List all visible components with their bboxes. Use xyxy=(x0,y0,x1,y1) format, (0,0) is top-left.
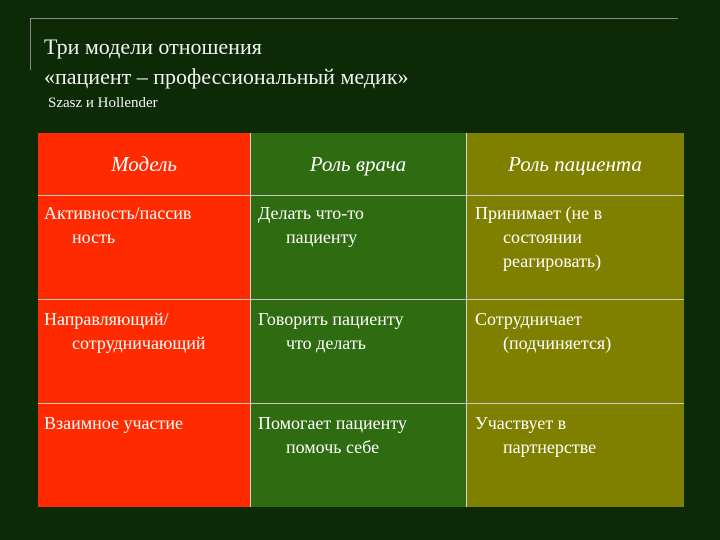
subtitle: Szasz и Hollender xyxy=(48,95,158,111)
header-patient-role: Роль пациента xyxy=(508,152,642,176)
table-cell-model: Активность/пассив ность xyxy=(44,203,192,247)
row-divider xyxy=(38,195,684,196)
left-rule xyxy=(30,18,31,70)
row-divider xyxy=(38,299,684,300)
column-divider xyxy=(466,133,467,507)
table-cell-doctor: Делать что-то пациенту xyxy=(258,203,364,247)
table-cell-doctor: Помогает пациенту помочь себе xyxy=(258,413,407,457)
row-divider xyxy=(38,403,684,404)
table-cell-doctor: Говорить пациенту что делать xyxy=(258,309,404,353)
table-cell-patient: Сотрудничает (подчиняется) xyxy=(475,309,612,353)
column-divider xyxy=(250,133,251,507)
title-line-2: «пациент – профессиональный медик» xyxy=(44,64,409,89)
models-table xyxy=(38,133,684,507)
header-model: Модель xyxy=(111,152,177,176)
table-cell-model: Направляющий/ сотрудничающий xyxy=(44,309,206,353)
header-doctor-role: Роль врача xyxy=(309,152,407,176)
table-cell-model: Взаимное участие xyxy=(44,413,183,433)
page-title xyxy=(44,32,684,92)
table-cell-patient: Участвует в партнерстве xyxy=(475,413,597,457)
table-cell-patient: Принимает (не в состоянии реагировать) xyxy=(475,203,603,271)
title-line-1: Три модели отношения xyxy=(44,34,262,59)
top-rule xyxy=(30,18,678,19)
